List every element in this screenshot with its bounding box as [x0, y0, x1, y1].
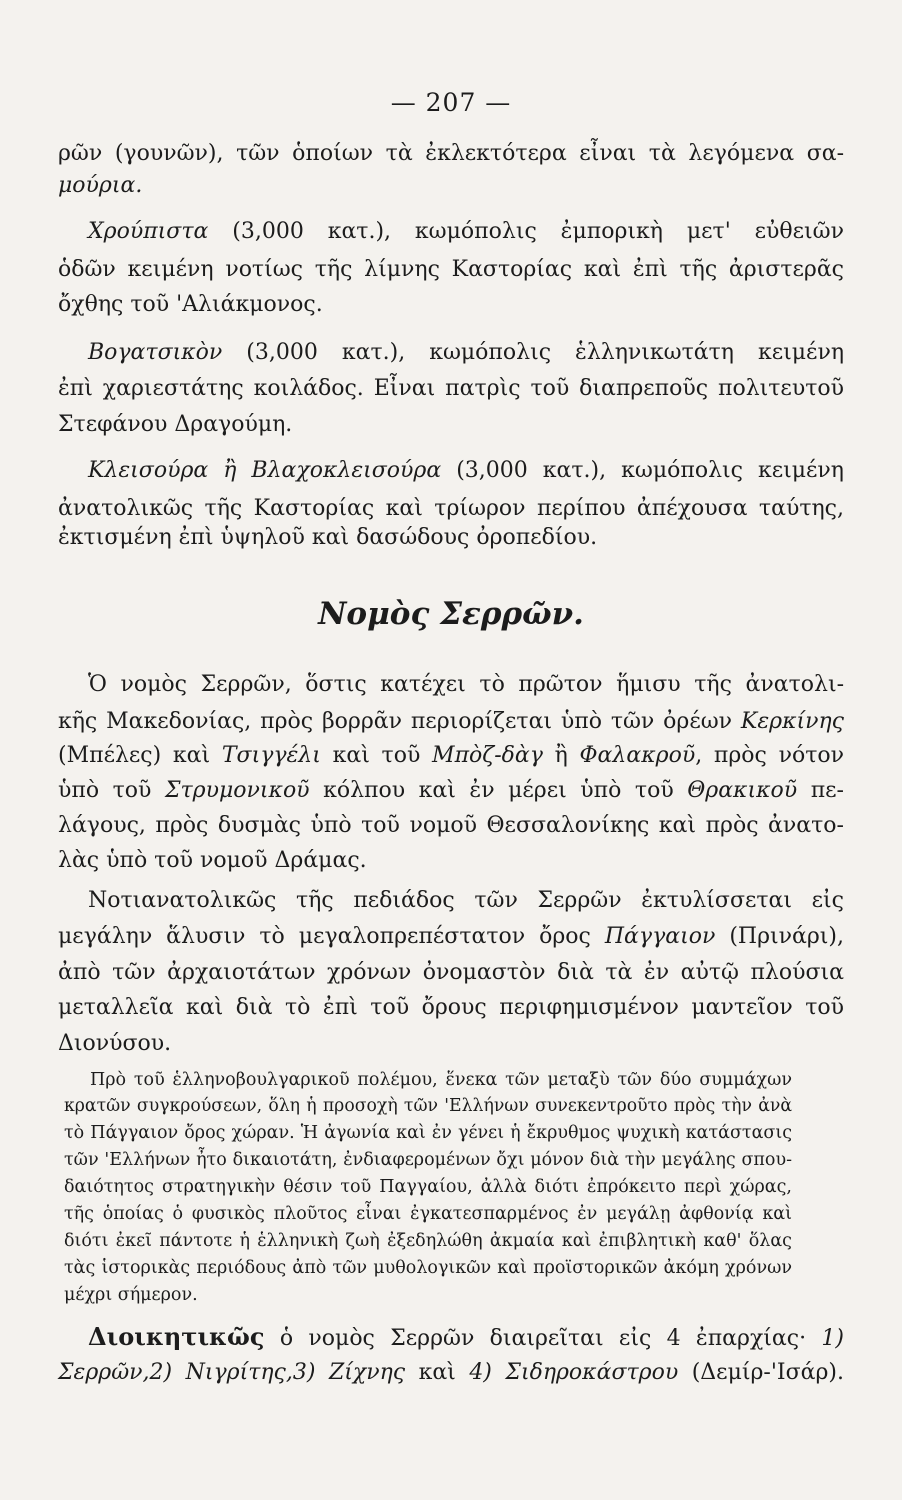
text-line: Στεφάνου Δραγούμη. [58, 412, 293, 437]
note-line: τῶν 'Ελλήνων ἦτο δικαιοτάτη, ἐνδιαφερομένων ὄχι μόνον διὰ τὴν μεγάλης σπου- [64, 1150, 792, 1170]
town-name: Κλεισούρα ἢ Βλαχοκλεισούρα [88, 458, 442, 483]
text-span: ὁ νομὸς Σερρῶν διαιρεῖται εἰς 4 ἐπαρχίας· [264, 1326, 822, 1351]
text-line: ἀνατολικῶς τῆς Καστορίας καὶ τρίωρον περίπου ἀπέχουσα ταύτης, [58, 496, 844, 521]
text-line [88, 1322, 844, 1352]
text-span: (Πρινάρι), [715, 924, 845, 949]
text-span: ἢ [542, 743, 580, 768]
text-line: Νοτιανατολικῶς τῆς πεδιάδος τῶν Σερρῶν ἐκτυλίσσεται εἰς [88, 888, 844, 913]
text-span: καὶ τοῦ [320, 743, 433, 768]
text-line: Διονύσου. [58, 1031, 172, 1056]
text-line [88, 217, 844, 247]
section-heading: Νομὸς Σερρῶν. [318, 596, 584, 632]
province-name: 4) Σιδηροκάστρου [469, 1360, 679, 1385]
text-span: (3,000 κατ.), κωμόπολις ἐμπορικὴ μετ' εὐθειῶν [208, 219, 844, 244]
place-name: Πάγγαιον [604, 924, 716, 949]
text-line: ἐπὶ χαριεστάτης κοιλάδος. Εἶναι πατρὶς τοῦ διαπρεποῦς πολιτευτοῦ [58, 376, 844, 401]
place-name: Θρακικοῦ [687, 778, 798, 803]
note-line: τὸ Πάγγαιον ὄρος χώραν. Ἡ ἀγωνία καὶ ἐν γένει ἡ ἔκρυθμος ψυχικὴ κατάστασις [64, 1123, 792, 1143]
text-span: 1) [821, 1326, 844, 1351]
town-name: Βογατσικὸν [88, 340, 223, 365]
text-line [58, 922, 844, 952]
text-line: Ὁ νομὸς Σερρῶν, ὅστις κατέχει τὸ πρῶτον ἥμισυ τῆς ἀνατολι- [88, 672, 844, 697]
place-name: Μπὸζ-δὰγ [432, 743, 543, 768]
text-line [88, 456, 844, 486]
note-line: Πρὸ τοῦ ἑλληνοβουλγαρικοῦ πολέμου, ἕνεκα τῶν μεταξὺ τῶν δύο συμμάχων [90, 1070, 792, 1090]
bold-lead-word: Διοικητικῶς [88, 1322, 265, 1351]
text-span: πε- [797, 778, 844, 803]
text-span: μεγάλην ἅλυσιν τὸ μεγαλοπρεπέστατον ὄρος [58, 924, 605, 949]
note-line: δαιότητος στρατηγικὴν θέσιν τοῦ Παγγαίου, ἀλλὰ διότι ἐπρόκειτο περὶ χώρας, [64, 1177, 792, 1197]
place-name: Κερκίνης [740, 709, 844, 734]
town-name: Χρούπιστα [88, 219, 209, 244]
text-span: (Δεμίρ-'Ισάρ). [678, 1360, 844, 1385]
text-line: λάγους, πρὸς δυσμὰς ὑπὸ τοῦ νομοῦ Θεσσαλονίκης καὶ πρὸς ἀνατο- [58, 813, 844, 838]
text-line: ρῶν (γουνῶν), τῶν ὁποίων τὰ ἐκλεκτότερα εἶναι τὰ λεγόμενα σα- [58, 141, 844, 166]
text-line: μεταλλεῖα καὶ διὰ τὸ ἐπὶ τοῦ ὄρους περιφημισμένον μαντεῖον τοῦ [58, 995, 844, 1020]
place-name: Στρυμονικοῦ [164, 778, 310, 803]
text-line [88, 338, 844, 368]
italic-word: μούρια. [58, 173, 143, 198]
text-span: κόλπου καὶ ἐν μέρει ὑπὸ τοῦ [309, 778, 688, 803]
page-number: — 207 — [390, 88, 512, 117]
text-line [58, 776, 844, 806]
note-line: τὰς ἱστορικὰς περιόδους ἀπὸ τῶν μυθολογικῶν καὶ προϊστορικῶν ἀκόμη χρόνων [64, 1258, 792, 1278]
text-span: (3,000 κατ.), κωμόπολις κειμένη [441, 458, 844, 483]
text-line [58, 707, 844, 737]
text-line: ἐκτισμένη ἐπὶ ὑψηλοῦ καὶ δασώδους ὀροπεδίου. [58, 525, 598, 550]
place-name: Φαλακροῦ [579, 743, 696, 768]
text-span: καὶ [405, 1360, 470, 1385]
note-line: μέχρι σήμερον. [64, 1285, 198, 1305]
text-line [58, 171, 844, 201]
text-span: (Μπέλες) καὶ [58, 743, 222, 768]
text-line: λὰς ὑπὸ τοῦ νομοῦ Δράμας. [58, 848, 367, 873]
text-span: (3,000 κατ.), κωμόπολις ἑλληνικωτάτη κειμένη [222, 340, 844, 365]
note-line: κρατῶν συγκρούσεων, ὅλη ἡ προσοχὴ τῶν 'Ελλήνων συνεκεντροῦτο πρὸς τὴν ἀνὰ [64, 1096, 792, 1116]
text-span: , πρὸς νότον [695, 743, 844, 768]
text-span: κῆς Μακεδονίας, πρὸς βορρᾶν περιορίζεται ὑπὸ τῶν ὀρέων [58, 709, 741, 734]
text-span: ὑπὸ τοῦ [58, 778, 165, 803]
note-line: τῆς ὁποίας ὁ φυσικὸς πλοῦτος εἶναι ἐγκατεσπαρμένος ἐν μεγάλῃ ἀφθονίᾳ καὶ [64, 1204, 792, 1224]
note-line: διότι ἐκεῖ πάντοτε ἡ ἑλληνικὴ ζωὴ ἐξεδηλώθη ἀκμαία καὶ ἐπιβλητικὴ καθ' ὅλας [64, 1231, 792, 1251]
text-line: ὁδῶν κειμένη νοτίως τῆς λίμνης Καστορίας καὶ ἐπὶ τῆς ἀριστερᾶς [58, 257, 844, 282]
place-name: Τσιγγέλι [221, 743, 321, 768]
text-line [58, 741, 844, 771]
text-line: ἀπὸ τῶν ἀρχαιοτάτων χρόνων ὀνομαστὸν διὰ τὰ ἐν αὐτῷ πλούσια [58, 960, 844, 985]
text-line: ὄχθης τοῦ 'Αλιάκμονος. [58, 292, 323, 317]
province-list: Σερρῶν,2) Νιγρίτης,3) Ζίχνης [58, 1360, 406, 1385]
text-line [58, 1358, 844, 1388]
